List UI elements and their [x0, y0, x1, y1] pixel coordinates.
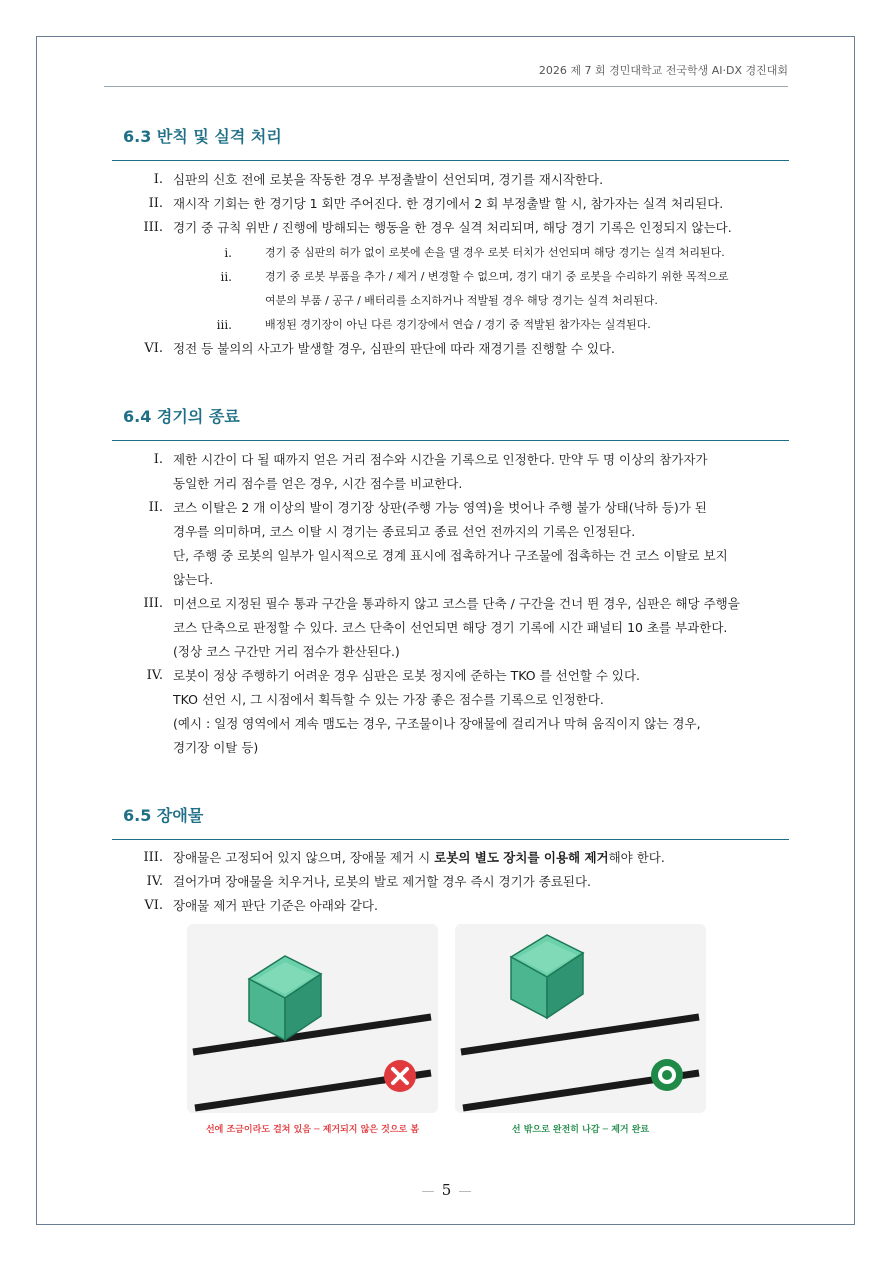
obstacle-cube-icon: [511, 935, 583, 1018]
item-text: 로봇이 정상 주행하기 어려운 경우 심판은 로봇 정지에 준하는 TKO 를 선언할 수 있다.: [173, 668, 641, 683]
section-divider: [112, 440, 789, 441]
item-text: 않는다.: [173, 572, 214, 587]
page-header: 2026 제 7 회 경민대학교 전국학생 AI·DX 경진대회: [538, 64, 788, 77]
item-text: 정전 등 불의의 사고가 발생할 경우, 심판의 판단에 따라 재경기를 진행할 수 있다.: [173, 341, 616, 356]
item-text: 코스 이탈은 2 개 이상의 발이 경기장 상판(주행 가능 영역)을 벗어나 주행 불가 상태(낙하 등)가 된: [173, 500, 707, 515]
item-text: TKO 선언 시, 그 시점에서 획득할 수 있는 가장 좋은 점수를 기록으로 인정한다.: [173, 692, 604, 707]
section-divider: [112, 160, 789, 161]
item-text: 단, 주행 중 로봇의 일부가 일시적으로 경계 표시에 접촉하거나 구조물에 접촉하는 건 코스 이탈로 보지: [173, 548, 728, 563]
item-number: I.: [153, 452, 163, 467]
pass-example-image: [455, 924, 706, 1113]
check-circle-icon: [651, 1059, 683, 1091]
header-divider: [104, 86, 788, 87]
item-number: III.: [143, 850, 163, 865]
sub-item-text: 경기 중 심판의 허가 없이 로봇에 손을 댈 경우 로봇 터치가 선언되며 해당 경기는 실격 처리된다.: [265, 246, 725, 259]
section-divider: [112, 839, 789, 840]
item-number: III.: [143, 220, 163, 235]
item-text: 경기 중 규칙 위반 / 진행에 방해되는 행동을 한 경우 실격 처리되며, 해당 경기 기록은 인정되지 않는다.: [173, 220, 732, 235]
item-text: 걸어가며 장애물을 치우거나, 로봇의 발로 제거할 경우 즉시 경기가 종료된다.: [173, 874, 592, 889]
item-text: 동일한 거리 점수를 얻은 경우, 시간 점수를 비교한다.: [173, 476, 463, 491]
item-number: II.: [148, 500, 163, 515]
sub-item-number: iii.: [216, 318, 232, 332]
fail-example-image: [187, 924, 438, 1113]
fail-caption: 선에 조금이라도 걸쳐 있음 ─ 제거되지 않은 것으로 봄: [205, 1125, 420, 1135]
item-text: 재시작 기회는 한 경기당 1 회만 주어진다. 한 경기에서 2 회 부정출발 할 시, 참가자는 실격 처리된다.: [173, 196, 724, 211]
item-text-pre: 장애물은 고정되어 있지 않으며, 장애물 제거 시: [173, 850, 435, 865]
item-text: 미션으로 지정된 필수 통과 구간을 통과하지 않고 코스를 단축 / 구간을 건너 뛴 경우, 심판은 해당 주행을: [173, 596, 740, 611]
sub-item-text: 여분의 부품 / 공구 / 배터리를 소지하거나 적발될 경우 해당 경기는 실격 처리된다.: [265, 294, 658, 307]
section-title-6-3: 6.3 반칙 및 실격 처리: [123, 127, 282, 146]
item-text: 경기장 이탈 등): [173, 740, 259, 755]
item-number: I.: [153, 172, 163, 187]
item-text: 장애물 제거 판단 기준은 아래와 같다.: [173, 898, 378, 913]
sub-item-number: i.: [224, 246, 232, 260]
sub-item-number: ii.: [220, 270, 232, 284]
sub-item-text: 경기 중 로봇 부품을 추가 / 제거 / 변경할 수 없으며, 경기 대기 중 로봇을 수리하기 위한 목적으로: [265, 270, 729, 283]
item-number: VI.: [144, 898, 163, 913]
section-title-6-4: 6.4 경기의 종료: [123, 407, 240, 426]
obstacle-cube-icon: [249, 956, 321, 1040]
section-title-6-5: 6.5 장애물: [123, 806, 204, 825]
item-text: (정상 코스 구간만 거리 점수가 환산된다.): [173, 644, 400, 659]
item-text-post: 해야 한다.: [608, 850, 665, 865]
page-number-text: 5: [441, 1181, 452, 1199]
close-icon: [384, 1060, 416, 1092]
sub-item-text: 배정된 경기장이 아닌 다른 경기장에서 연습 / 경기 중 적발된 참가자는 실격된다.: [265, 318, 651, 331]
item-number: IV.: [146, 668, 163, 683]
item-text: 코스 단축으로 판정할 수 있다. 코스 단축이 선언되면 해당 경기 기록에 시간 패널티 10 초를 부과한다.: [173, 620, 728, 635]
item-number: III.: [143, 596, 163, 611]
page-number: [0, 1181, 893, 1199]
item-text: 경우를 의미하며, 코스 이탈 시 경기는 종료되고 종료 선언 전까지의 기록은 인정된다.: [173, 524, 636, 539]
item-number: IV.: [146, 874, 163, 889]
item-text: 심판의 신호 전에 로봇을 작동한 경우 부정출발이 선언되며, 경기를 재시작한다.: [173, 172, 604, 187]
pass-caption: 선 밖으로 완전히 나감 ─ 제거 완료: [511, 1125, 650, 1135]
item-text: (예시 : 일정 영역에서 계속 맴도는 경우, 구조물이나 장애물에 걸리거나 막혀 움직이지 않는 경우,: [173, 716, 701, 731]
item-number: II.: [148, 196, 163, 211]
item-text: 제한 시간이 다 될 때까지 얻은 거리 점수와 시간을 기록으로 인정한다. 만약 두 명 이상의 참가자가: [173, 452, 708, 467]
item-number: VI.: [144, 341, 163, 356]
item-text-bold: 로봇의 별도 장치를 이용해 제거: [434, 850, 609, 865]
item-text: [173, 846, 787, 870]
